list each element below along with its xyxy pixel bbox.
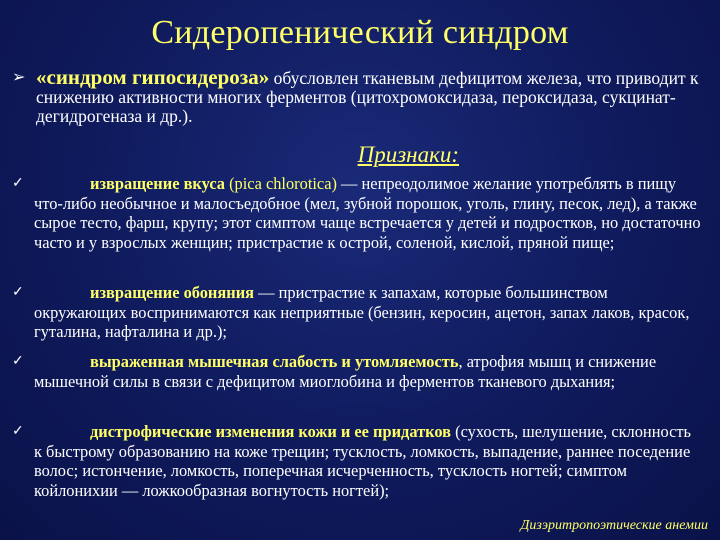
item-highlight: дистрофические изменения кожи и ее придатков <box>90 422 452 441</box>
check-bullet-icon: ✓ <box>12 354 24 369</box>
item-text: , атрофия мышц и снижение мышечной силы в связи с дефицитом миоглобина и ферментов тканевого дыхания; <box>34 352 657 391</box>
check-bullet-icon: ✓ <box>12 424 24 439</box>
signs-heading: Признаки: <box>357 142 459 167</box>
list-item <box>12 352 702 391</box>
arrow-bullet-icon: ➢ <box>12 69 26 86</box>
check-bullet-icon: ✓ <box>12 176 24 191</box>
item-text: — пристрастие к запахам, которые большинством окружающих воспринимаются как неприятные (бензин, керосин, ацетон, запах лаков, красок, гуталина, нафталина и др.); <box>34 283 690 342</box>
item-text: — непреодолимое желание употреблять в пищу что-либо необычное и малосъедобное (мел, зубной порошок, уголь, глину, песок, лед), а также сырое тесто, фарш, крупу; этот симптом чаще встречается у детей и подростков, но достаточно часто и у взрослых женщин; пристрастие к острой, соленой, кислой, пряной пище; <box>34 174 701 252</box>
item-latin: (pica chlorotica) <box>225 174 337 193</box>
footer-label: Дизэритропоэтические анемии <box>520 518 708 533</box>
list-item <box>12 174 702 252</box>
item-text: (сухость, шелушение, склонность к быстрому образованию на коже трещин; тусклость, ломкость, выпадение, раннее поседение волос; истончение, ломкость, поперечная исчерченность, тусклость ногтей; симптом койлонихии — ложкообразная вогнутость ногтей); <box>34 422 691 500</box>
list-item <box>12 283 702 342</box>
intro-text: обусловлен тканевым дефицитом железа, что приводит к снижению активности многих ферментов (цитохромоксидаза, пероксидаза, сукцинат-дегидрогеназа и др.). <box>36 68 699 126</box>
item-highlight: извращение вкуса <box>90 174 225 193</box>
check-bullet-icon: ✓ <box>12 285 24 300</box>
item-highlight: выраженная мышечная слабость и утомляемость <box>90 352 459 371</box>
intro-highlight: «синдром гипосидероза» <box>36 65 270 89</box>
intro-paragraph <box>12 65 702 126</box>
item-highlight: извращение обоняния <box>90 283 255 302</box>
list-item <box>12 422 702 500</box>
slide-title: Сидеропенический синдром <box>151 14 569 51</box>
